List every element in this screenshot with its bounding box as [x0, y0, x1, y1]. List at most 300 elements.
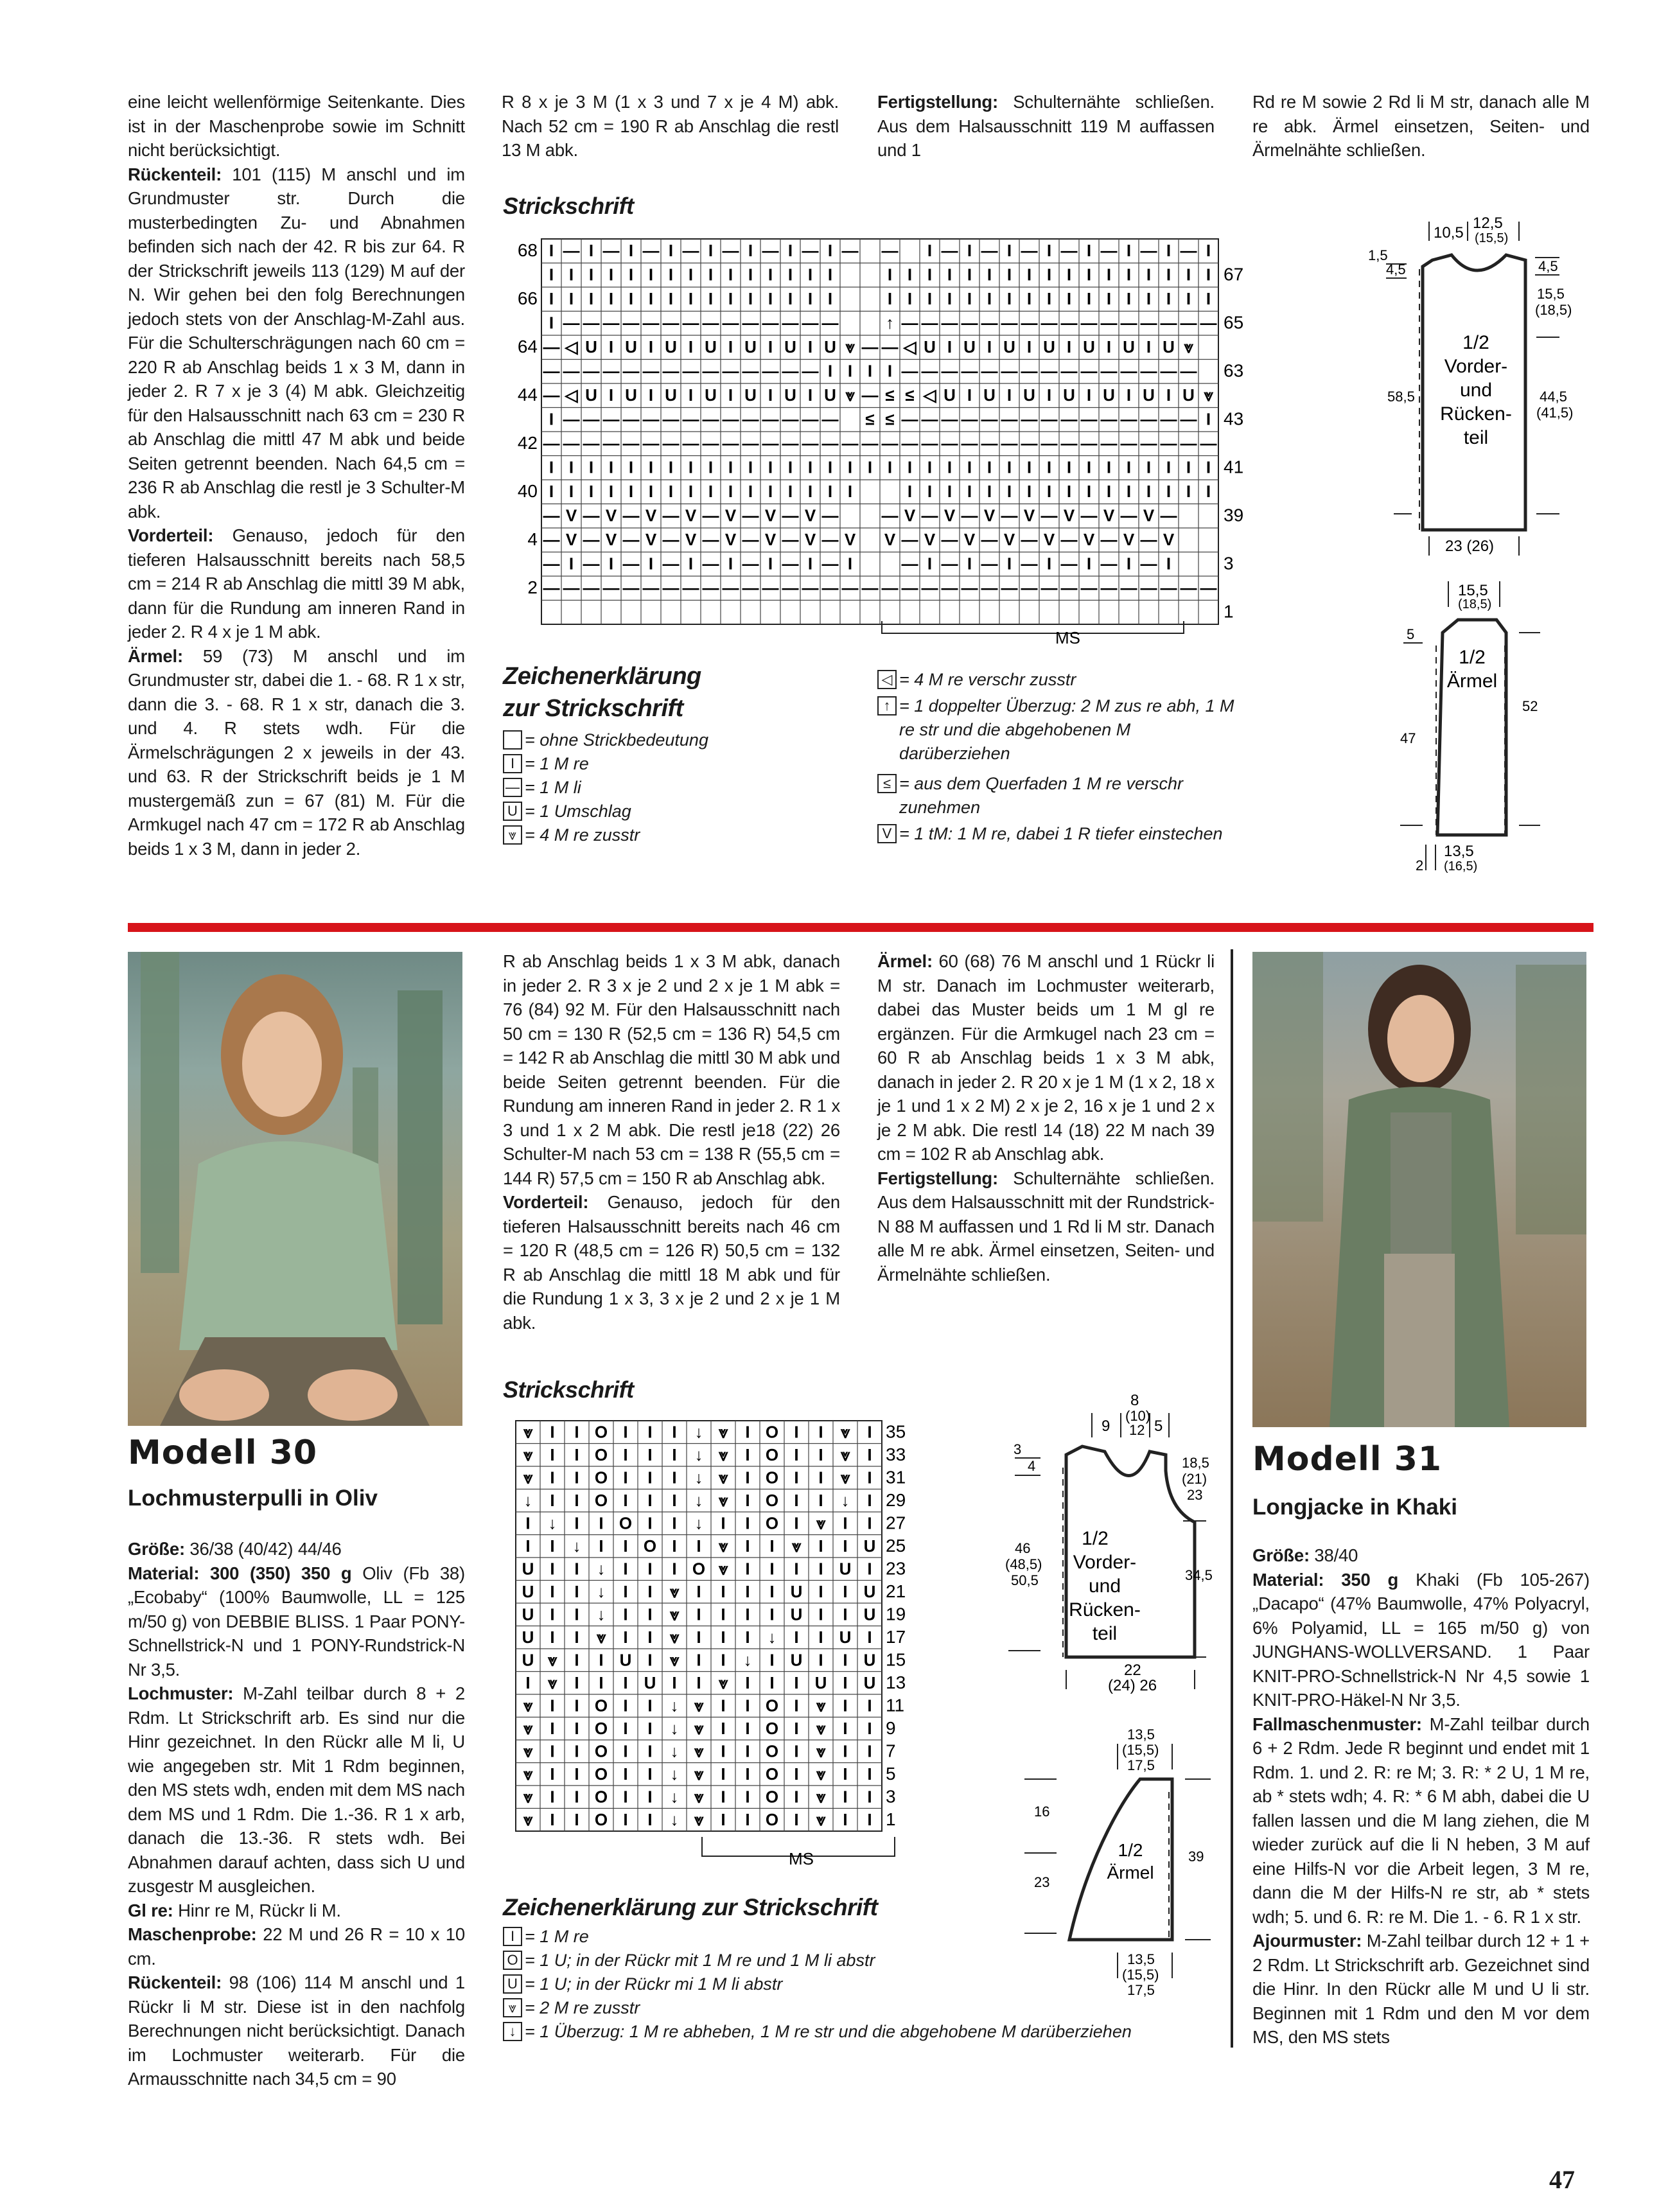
chart-cell: I [745, 1513, 750, 1533]
chart-cell: — [642, 434, 660, 453]
chart-cell: — [602, 361, 620, 381]
chart-cell: U [839, 1559, 852, 1579]
top-legend-right [877, 668, 1237, 848]
chart-cell: — [1040, 313, 1058, 333]
chart-cell: I [568, 289, 574, 308]
chart-cell: — [1040, 361, 1058, 381]
top-body-m-left-top: 1,5 [1368, 247, 1388, 263]
chart-cell: — [1080, 505, 1098, 525]
model-30-schematic-sleeve [1012, 1721, 1217, 2010]
chart-cell: — [602, 409, 620, 429]
chart-cell: I [787, 482, 793, 501]
chart-cell: I [1126, 385, 1132, 405]
chart-cell: I [668, 482, 674, 501]
m30-sleeve-label: 1/2 Ärmel [1107, 1840, 1154, 1883]
chart-cell: I [745, 1809, 750, 1829]
paragraph [503, 1190, 840, 1335]
chart-cell: — [1120, 505, 1137, 525]
chart-cell: I [623, 1468, 628, 1488]
paragraph-lead: Maschenprobe: [128, 1924, 257, 1944]
paragraph-text: 38/40 [1309, 1545, 1358, 1565]
chart-cell: I [769, 1650, 775, 1670]
paragraph-text: M-Zahl teilbar durch 6 + 2 Rdm. Jede R beginnt und endet mit 1 Rdm. 1. und 2. R: re M; 3. R: * 2 U, 1 M re, ab * stets wdh; 4. R: * 6 M abh, dabei die U fallen lassen und die M lang ziehen, die M wieder zurück auf die li N heben, 3 M auf eine Hilfs-N vor die Arbeit legen, 3 M re, dann die M der Hilfs-N re str, ab * stets wdh; 5. und 6. R: re M. Die 1. - 6. R 1 x str. [1252, 1714, 1590, 1927]
top-body-m-left: 58,5 [1387, 389, 1415, 405]
chart-cell: I [947, 457, 952, 477]
chart-row-label: 3 [1224, 553, 1234, 574]
top-sleeve-m-right: 52 [1522, 698, 1538, 714]
chart-cell: I [648, 482, 654, 501]
chart-cell: — [901, 313, 918, 333]
chart-cell: U [522, 1627, 534, 1647]
chart-cell: — [642, 361, 660, 381]
chart-cell: — [941, 409, 958, 429]
chart-cell: — [662, 409, 680, 429]
chart-cell: I [1026, 457, 1032, 477]
chart-cell: I [1166, 289, 1172, 308]
chart-cell: ↓ [548, 1513, 557, 1533]
chart-cell: I [887, 289, 893, 308]
chart-cell: I [794, 1490, 799, 1510]
chart-cell: U [863, 1650, 876, 1670]
chart-cell: — [881, 241, 899, 260]
chart-cell: — [921, 361, 938, 381]
chart-cell: — [702, 578, 719, 597]
chart-cell: I [745, 1468, 750, 1488]
chart-cell: I [818, 1444, 823, 1464]
chart-cell: — [682, 578, 699, 597]
legend-item [877, 668, 1237, 692]
chart-cell: — [921, 434, 938, 453]
m30-sleeve-m-bottomc: 17,5 [1127, 1982, 1155, 1998]
chart-cell: I [1206, 482, 1211, 501]
chart-cell: — [1160, 434, 1177, 453]
chart-cell: — [543, 385, 560, 405]
m30-sleeve-m-bottomb: (15,5) [1122, 1967, 1159, 1983]
paragraph-text: Hinr re M, Rückr li M. [173, 1900, 341, 1920]
paragraph-text: M-Zahl teilbar durch 12 + 1 + 2 Rdm. Lt Strickschrift arb. Gezeichnet sind die Hinr. In den Rückr alle M und U li str. Beginnen mit 1 Rdm und den M vor dem MS, den MS stets [1252, 1931, 1590, 2047]
chart-cell: ◁ [565, 337, 578, 356]
paragraph-text: Genauso, jedoch für den tieferen Halsausschnitt bereits nach 58,5 cm = 214 R ab Anschlag die mittl 39 M abk, dann für die Rundung am inneren Rand in jeder 2. R 4 x je 1 M abk. [128, 525, 465, 642]
chart-cell: I [696, 1672, 701, 1692]
m30-body-m-leftc: 50,5 [1011, 1572, 1039, 1588]
legend-item [503, 2020, 1248, 2044]
legend-text: = 1 M re [525, 754, 589, 773]
chart-cell: I [574, 1513, 579, 1533]
chart-cell: I [818, 1559, 823, 1579]
chart-cell: I [1046, 241, 1052, 260]
chart-cell: I [745, 1422, 750, 1442]
paragraph [128, 1537, 465, 1561]
chart-cell: — [1001, 313, 1018, 333]
paragraph [128, 1899, 465, 1923]
chart-cell: — [901, 409, 918, 429]
chart-cell: I [721, 1787, 726, 1807]
chart-cell: I [550, 1559, 555, 1579]
chart-cell: ⩔ [669, 1627, 680, 1647]
chart-cell: I [588, 265, 594, 285]
chart-cell: — [662, 530, 680, 549]
chart-cell: I [967, 289, 972, 308]
chart-cell: — [821, 434, 839, 453]
chart-cell: ↑ [886, 313, 894, 333]
chart-cell: — [782, 434, 799, 453]
chart-cell: I [927, 482, 933, 501]
paragraph-lead: Fertigstellung: [877, 92, 998, 112]
chart-cell: — [1060, 434, 1078, 453]
top-col-4 [1252, 90, 1590, 162]
chart-cell: I [1086, 289, 1092, 308]
chart-cell: I [550, 1422, 555, 1442]
chart-cell: — [782, 530, 799, 549]
chart-cell: I [867, 1809, 872, 1829]
chart-cell: ↓ [694, 1513, 703, 1533]
chart-cell: I [1086, 554, 1092, 574]
chart-cell: I [728, 482, 733, 501]
chart-cell: ↓ [841, 1490, 850, 1510]
chart-cell: U [863, 1672, 876, 1692]
m30-body-m-right1c: 23 [1187, 1487, 1203, 1503]
chart-cell: I [647, 1490, 653, 1510]
chart-cell: — [881, 505, 899, 525]
paragraph-text: 60 (68) 76 M anschl und 1 Rückr li M str. Danach im Lochmuster weiterarb, dabei das Muster beids um 1 M gl re ergänzen. Für die Armkugel nach 23 cm = 60 R ab Anschlag beids 1 x 3 M abk, danach in jeder 2. R 20 x je 1 M (1 x 2, 18 x je 1 und 1 x 2 M) 2 x je 2, 16 x je 1 und 2 x je 2 M abk. Die restl 14 (18) 22 M nach 39 cm = 102 R ab Anschlag abk. [877, 951, 1215, 1164]
chart-cell: — [1040, 409, 1058, 429]
chart-cell: I [847, 457, 853, 477]
chart-cell: — [662, 361, 680, 381]
chart-cell: I [827, 482, 833, 501]
chart-cell: — [642, 578, 660, 597]
chart-cell: ⩔ [718, 1536, 728, 1556]
chart-cell: — [782, 409, 799, 429]
chart-cell: — [563, 241, 580, 260]
chart-cell: — [1060, 313, 1078, 333]
chart-cell: — [1120, 578, 1137, 597]
chart-cell: I [623, 1581, 628, 1601]
chart-cell: — [941, 361, 958, 381]
chart-cell: O [619, 1513, 633, 1533]
chart-cell: — [1180, 313, 1197, 333]
chart-cell: I [1206, 265, 1211, 285]
legend-item [877, 822, 1237, 846]
chart-cell: O [594, 1422, 608, 1442]
chart-cell: I [647, 1718, 653, 1738]
chart-cell: O [594, 1809, 608, 1829]
chart-cell: I [843, 1650, 848, 1670]
chart-row-label: 3 [886, 1786, 896, 1807]
chart-cell: — [662, 434, 680, 453]
chart-cell: — [543, 361, 560, 381]
chart-cell: — [1060, 530, 1078, 549]
chart-cell: O [594, 1764, 608, 1784]
chart-cell: I [1046, 554, 1052, 574]
chart-cell: ◁ [565, 385, 578, 405]
chart-cell: I [967, 554, 972, 574]
chart-cell: U [1003, 337, 1015, 356]
chart-cell: ◁ [923, 385, 936, 405]
model-30-knitting-chart [503, 1413, 991, 1875]
chart-cell: I [907, 482, 913, 501]
chart-cell: — [1140, 434, 1157, 453]
chart-cell: — [841, 578, 859, 597]
chart-cell: I [807, 554, 813, 574]
chart-cell: I [867, 361, 873, 381]
chart-cell: O [765, 1764, 779, 1784]
chart-cell: U [744, 337, 757, 356]
chart-cell: — [1120, 409, 1137, 429]
chart-cell: I [1026, 289, 1032, 308]
chart-cell: I [843, 1809, 848, 1829]
chart-cell: I [745, 1672, 750, 1692]
chart-cell: — [702, 409, 719, 429]
chart-cell: — [941, 434, 958, 453]
chart-cell: — [861, 578, 879, 597]
chart-cell: — [602, 313, 620, 333]
chart-cell: — [821, 505, 839, 525]
top-body-label: 1/2 Vorder-und Rücken-teil [1440, 332, 1512, 448]
chart-cell: ≤ [885, 409, 895, 429]
chart-cell: U [983, 385, 996, 405]
chart-cell: ↓ [597, 1604, 606, 1624]
paragraph-text: Schulternähte schließen. Aus dem Halsausschnitt mit der Rundstrick-N 88 M auffassen und 1 Rd li M str. Danach alle M re abk. Ärmel einsetzen, Seiten- und Ärmelnähte schließen. [877, 1168, 1215, 1285]
chart-cell: I [807, 289, 813, 308]
chart-cell: I [1146, 482, 1152, 501]
chart-cell: I [1086, 457, 1092, 477]
paragraph-lead: Rückenteil: [128, 1972, 222, 1992]
chart-cell: O [765, 1809, 779, 1829]
chart-cell: I [647, 1581, 653, 1601]
chart-cell: I [818, 1490, 823, 1510]
chart-cell: U [790, 1650, 803, 1670]
paragraph-lead: Fallmaschenmuster: [1252, 1714, 1422, 1734]
chart-cell: I [843, 1672, 848, 1692]
chart-cell: U [1182, 385, 1195, 405]
chart-cell: ⩔ [718, 1490, 728, 1510]
chart-cell: — [602, 578, 620, 597]
chart-cell: V [645, 505, 657, 525]
chart-cell: — [782, 361, 799, 381]
legend-item [877, 694, 1237, 766]
chart-cell: ⩔ [523, 1718, 533, 1738]
chart-cell: — [1160, 313, 1177, 333]
chart-cell: I [887, 265, 893, 285]
chart-cell: I [1146, 265, 1152, 285]
chart-cell: — [543, 434, 560, 453]
top-schematic-sleeve [1387, 575, 1554, 883]
legend-text: = 1 tM: 1 M re, dabei 1 R tiefer einstechen [899, 824, 1223, 843]
chart-cell: — [662, 313, 680, 333]
chart-cell: I [721, 1809, 726, 1829]
chart-cell: ◁ [903, 337, 917, 356]
chart-cell: I [867, 1627, 872, 1647]
chart-cell: I [588, 457, 594, 477]
chart-cell: I [768, 482, 773, 501]
chart-cell: — [583, 361, 600, 381]
chart-cell: — [1021, 578, 1038, 597]
chart-cell: I [987, 265, 992, 285]
chart-cell: — [543, 578, 560, 597]
paragraph-text: eine leicht wellenförmige Seitenkante. Dies ist in der Maschenprobe sowie im Schnitt nicht berücksichtigt. [128, 92, 465, 160]
section-divider [128, 923, 1593, 932]
paragraph-text: 22 M und 26 R = 10 x 10 cm. [128, 1924, 465, 1969]
chart-cell: I [721, 1627, 726, 1647]
paragraph [503, 949, 840, 1190]
chart-cell: — [901, 530, 918, 549]
chart-cell: — [583, 434, 600, 453]
chart-cell: O [594, 1468, 608, 1488]
chart-cell: ↓ [768, 1627, 777, 1647]
legend-text: = ohne Strickbedeutung [525, 730, 708, 750]
chart-cell: I [827, 289, 833, 308]
chart-cell: ↓ [694, 1422, 703, 1442]
m30-body-m-top-c: (10) [1125, 1408, 1151, 1424]
chart-cell: — [1060, 578, 1078, 597]
top-body-m-top2b: (15,5) [1475, 231, 1509, 245]
chart-cell: ↓ [743, 1650, 752, 1670]
chart-cell: ⩔ [669, 1650, 680, 1670]
chart-cell: ⩔ [791, 1536, 802, 1556]
chart-cell: I [1166, 457, 1172, 477]
top-legend-heading-2: zur Strickschrift [503, 695, 683, 722]
chart-cell: — [1040, 578, 1058, 597]
chart-cell: I [668, 457, 674, 477]
chart-cell: — [881, 434, 899, 453]
legend-item [503, 728, 863, 752]
paragraph-lead: Gl re: [128, 1900, 173, 1920]
chart-cell: I [1006, 482, 1012, 501]
chart-cell: — [702, 505, 719, 525]
chart-cell: I [708, 482, 714, 501]
paragraph-text: 101 (115) M anschl und im Grundmuster str. Durch die musterbedingten Zu- und Abnahmen befinden sich nach der 42. R bis zur 64. R der Strickschrift jeweils 113 (129) M auf der N. Wir gehen bei den folg Berechnungen jedoch stets von der Anschlag-M-Zahl aus. Für die Schulterschrägungen nach 60 cm = 220 R ab Anschlag beids 1 x 3 M, dann in jeder 2. R 7 x je 3 (4) M abk. Gleichzeitig für den Halsausschnitt nach 63 cm = 230 R ab Anschlag die mittl 47 M abk und beide Seiten getrennt beenden. Nach 64,5 cm = 236 R ab Anschlag die restl je 3 Schulter-M abk. [128, 164, 465, 522]
chart-cell: I [794, 1513, 799, 1533]
chart-cell: I [927, 265, 933, 285]
m30-body-m-leftb: (48,5) [1005, 1556, 1042, 1572]
chart-cell: — [821, 409, 839, 429]
chart-cell: — [1100, 554, 1118, 574]
chart-cell: — [821, 578, 839, 597]
top-chart-heading: Strickschrift [503, 193, 634, 219]
chart-cell: V [764, 505, 777, 525]
chart-cell: I [1146, 337, 1152, 356]
chart-cell: I [1106, 289, 1112, 308]
chart-cell: I [574, 1468, 579, 1488]
m30-body-m-left-top: 3 [1014, 1441, 1022, 1457]
chart-cell: I [769, 1536, 775, 1556]
paragraph-text: Khaki (Fb 105-267) „Dacapo“ (47% Baumwolle, 47% Polyacryl, 6% Polyamid, LL = 165 m/50 g) von JUNGHANS-WOLLVERSAND. 1 Paar KNIT-PRO-Schnellstrick-N Nr 4,5 sowie 1 KNIT-PRO-Häkel-N Nr 3,5. [1252, 1569, 1590, 1710]
chart-cell: I [748, 457, 753, 477]
top-schematic-body [1355, 209, 1574, 568]
chart-cell: I [574, 1764, 579, 1784]
chart-cell: I [947, 482, 952, 501]
chart-cell: O [765, 1490, 779, 1510]
chart-cell: U [705, 337, 717, 356]
chart-cell: I [967, 241, 972, 260]
m30-body-m-right1: 18,5 [1182, 1455, 1209, 1471]
chart-cell: — [1100, 241, 1118, 260]
legend-text: = aus dem Querfaden 1 M re verschr zunehmen [899, 774, 1183, 817]
chart-cell: I [927, 241, 933, 260]
chart-cell: I [568, 457, 574, 477]
chart-cell: — [1040, 505, 1058, 525]
chart-cell: I [1206, 409, 1211, 429]
chart-cell: I [672, 1672, 677, 1692]
chart-cell: — [682, 434, 699, 453]
chart-cell: I [1046, 482, 1052, 501]
chart-cell: U [1163, 337, 1175, 356]
legend-symbol-icon: ⩔ [503, 1998, 522, 2017]
chart-cell: — [1120, 361, 1137, 381]
chart-row-label: 65 [1224, 312, 1244, 333]
chart-cell: — [1180, 578, 1197, 597]
chart-cell: — [682, 313, 699, 333]
chart-cell: I [1006, 289, 1012, 308]
chart-cell: I [623, 1787, 628, 1807]
paragraph-lead: Vorderteil: [503, 1192, 589, 1212]
chart-cell: ≤ [905, 385, 915, 405]
chart-cell: — [821, 313, 839, 333]
chart-cell: I [574, 1444, 579, 1464]
chart-cell: — [941, 578, 958, 597]
chart-cell: ↓ [694, 1490, 703, 1510]
chart-cell: U [1103, 385, 1115, 405]
chart-cell: I [887, 457, 893, 477]
chart-row-label: 4 [527, 529, 538, 549]
chart-cell: O [594, 1490, 608, 1510]
chart-cell: — [981, 578, 998, 597]
chart-cell: V [884, 530, 896, 549]
chart-cell: I [787, 241, 793, 260]
chart-cell: U [784, 385, 796, 405]
legend-item [503, 752, 863, 776]
chart-cell: I [647, 1559, 653, 1579]
chart-cell: — [1140, 409, 1157, 429]
chart-cell: ⩔ [694, 1696, 704, 1716]
chart-cell: — [742, 434, 759, 453]
chart-cell: I [745, 1604, 750, 1624]
chart-cell: I [1006, 554, 1012, 574]
m30-sleeve-m-right: 39 [1188, 1848, 1204, 1865]
legend-text: = 1 M li [525, 778, 581, 797]
paragraph-text: Rd re M sowie 2 Rd li M str, danach alle M re abk. Ärmel einsetzen, Seiten- und Ärmelnähte schließen. [1252, 92, 1590, 160]
chart-cell: I [672, 1536, 677, 1556]
chart-cell: I [688, 337, 694, 356]
chart-cell: I [721, 1764, 726, 1784]
chart-cell: I [768, 289, 773, 308]
chart-cell: I [648, 289, 654, 308]
chart-row-label: 19 [886, 1604, 906, 1624]
chart-cell: I [628, 457, 634, 477]
chart-cell: V [1043, 530, 1055, 549]
chart-cell: I [550, 1536, 555, 1556]
chart-cell: — [642, 241, 660, 260]
m30-body-m-top-b: 8 [1130, 1392, 1139, 1409]
chart-row-label: 64 [517, 337, 538, 356]
chart-cell: I [672, 1559, 677, 1579]
chart-cell: I [623, 1809, 628, 1829]
chart-row-label: 41 [1224, 457, 1244, 477]
chart-cell: I [721, 1718, 726, 1738]
chart-cell: I [867, 1513, 872, 1533]
chart-cell: I [550, 1741, 555, 1761]
chart-cell: V [963, 530, 976, 549]
chart-cell: I [794, 1672, 799, 1692]
chart-cell: ⩔ [669, 1581, 680, 1601]
chart-cell: I [688, 457, 694, 477]
chart-cell: U [1143, 385, 1155, 405]
chart-cell: I [769, 1581, 775, 1601]
legend-text: = 1 M re [525, 1927, 589, 1946]
chart-cell: — [583, 409, 600, 429]
chart-cell: — [1120, 434, 1137, 453]
chart-cell: I [818, 1650, 823, 1670]
